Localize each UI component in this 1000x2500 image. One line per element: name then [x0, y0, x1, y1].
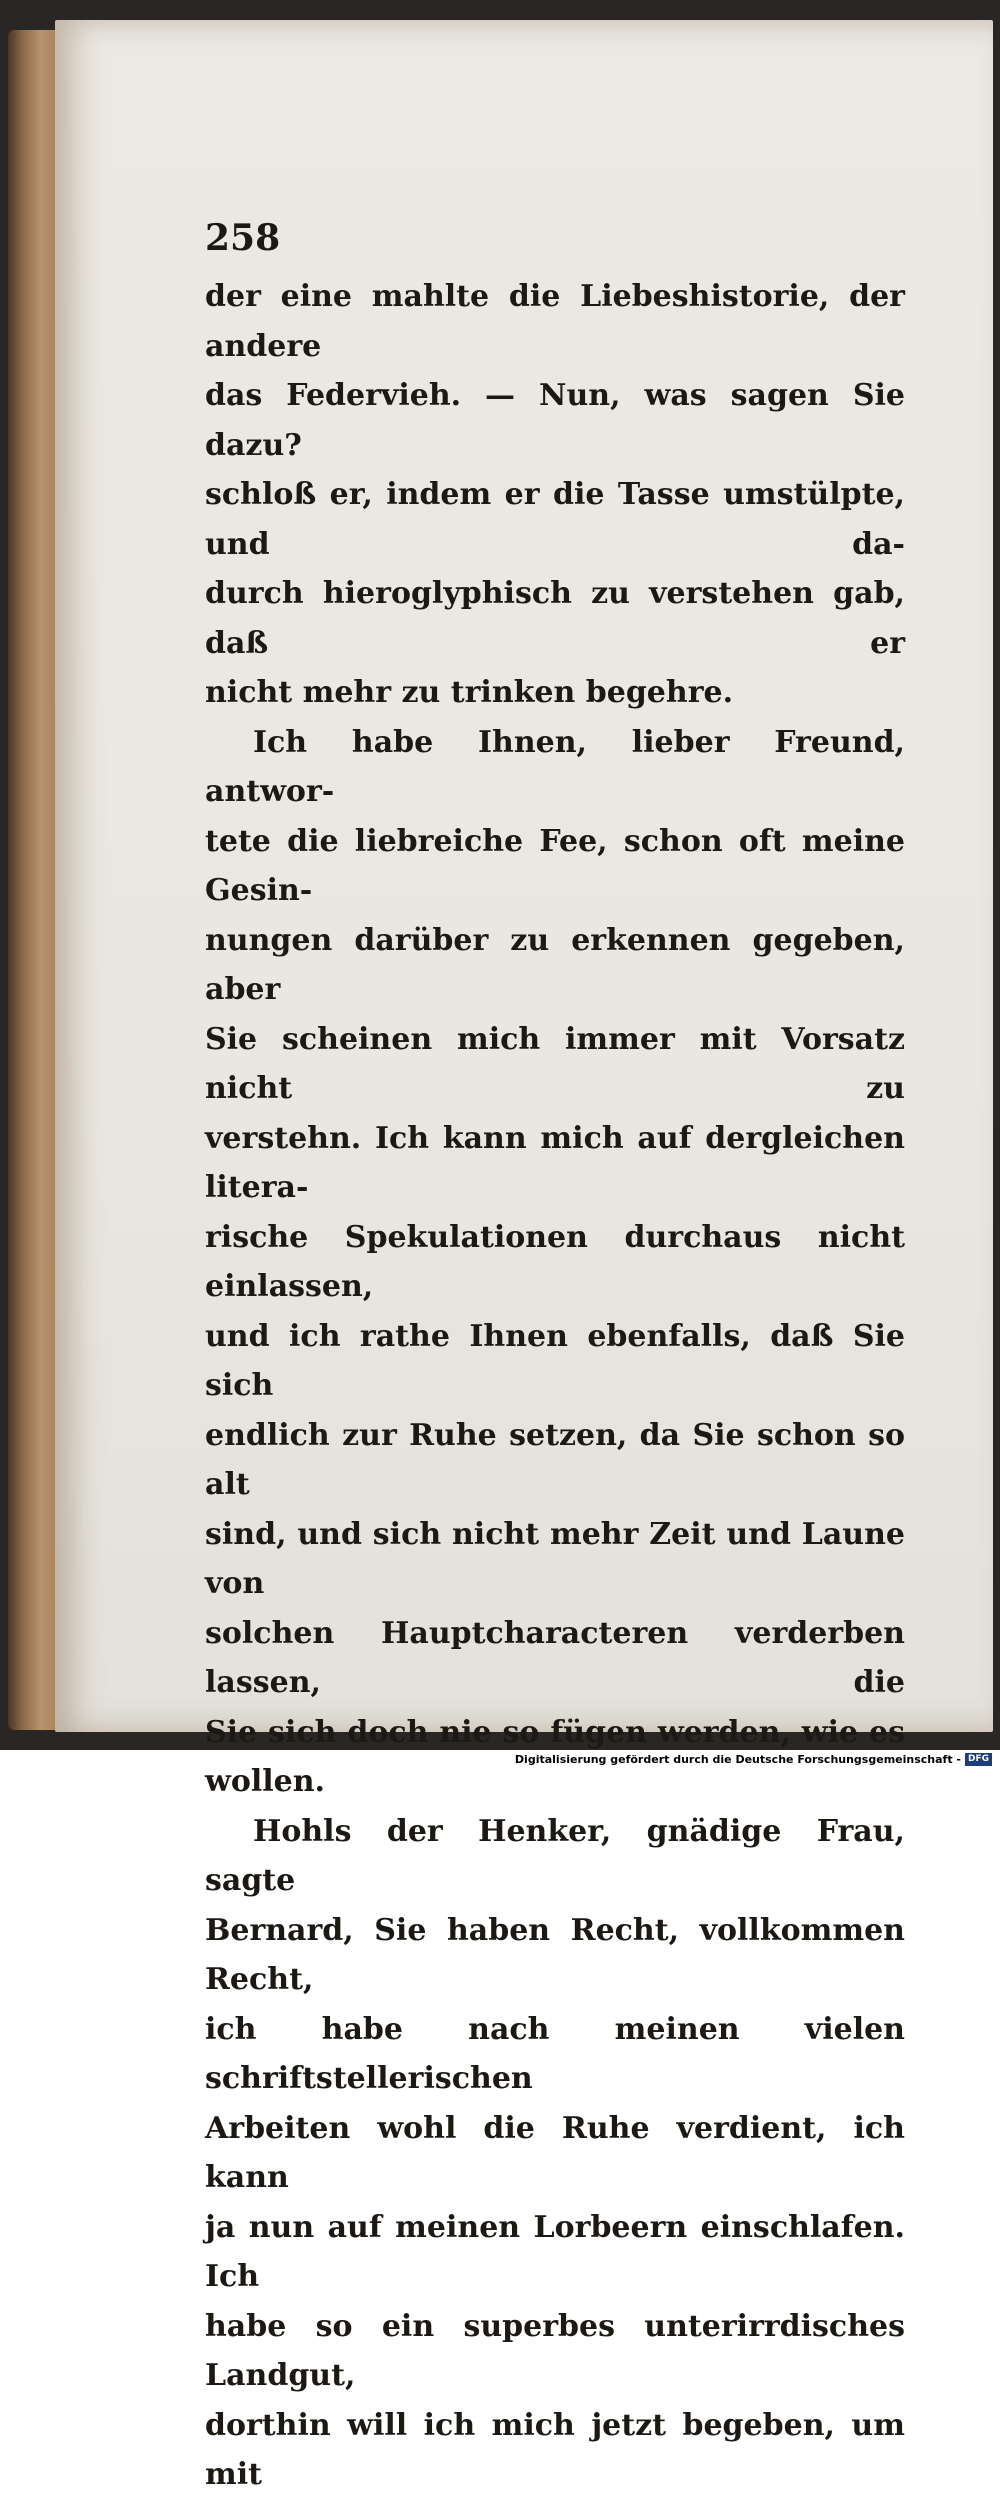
text-line: und ich rathe Ihnen ebenfalls, daß Sie sich [205, 1318, 905, 1403]
text-line: das Federvieh. — Nun, was sagen Sie dazu? [205, 378, 905, 463]
page-number: 258 [205, 217, 281, 259]
footer-credit: Digitalisierung gefördert durch die Deutsche Forschungsgemeinschaft - [514, 1752, 961, 1766]
paragraphs [205, 272, 905, 2500]
text-line: Hohls der Henker, gnädige Frau, sagte [205, 1813, 905, 1898]
text-line: dorthin will ich mich jetzt begeben, um mit [205, 2407, 905, 2492]
text-line: ja nun auf meinen Lorbeern einschlafen. Ich [205, 2209, 905, 2294]
text-line: verstehn. Ich kann mich auf dergleichen litera- [205, 1120, 905, 1205]
text-line: Arbeiten wohl die Ruhe verdient, ich kann [205, 2110, 905, 2195]
text-line: schloß er, indem er die Tasse umstülpte, und da- [205, 477, 905, 562]
text-line: Sie sich doch nie so fügen werden, wie es [205, 1714, 905, 1750]
text-block [205, 218, 905, 2500]
text-line: Bernard, Sie haben Recht, vollkommen Recht, [205, 1912, 905, 1997]
text-line: der eine mahlte die Liebeshistorie, der andere [205, 279, 905, 364]
text-line: wollen. [205, 1764, 325, 1799]
text-line: habe so ein superbes unterirrdisches Landgut, [205, 2308, 905, 2393]
text-line: Ich habe Ihnen, lieber Freund, antwor- [205, 724, 905, 809]
text-line: Sie scheinen mich immer mit Vorsatz nicht zu [205, 1021, 905, 1106]
digitization-footer [515, 1751, 992, 1767]
dfg-logo: DFG [965, 1753, 992, 1766]
text-line: tete die liebreiche Fee, schon oft meine Gesin- [205, 823, 905, 908]
text-line: solchen Hauptcharacteren verderben lassen, die [205, 1615, 905, 1700]
text-line: ich habe nach meinen vielen schriftstellerischen [205, 2011, 905, 2096]
text-line: rische Spekulationen durchaus nicht einlassen, [205, 1219, 905, 1304]
text-line: endlich zur Ruhe setzen, da Sie schon so alt [205, 1417, 905, 1502]
text-line: durch hieroglyphisch zu verstehen gab, daß er [205, 576, 905, 661]
text-line: nicht mehr zu trinken begehre. [205, 675, 734, 710]
text-line: sind, und sich nicht mehr Zeit und Laune von [205, 1516, 905, 1601]
text-line: nungen darüber zu erkennen gegeben, aber [205, 922, 905, 1007]
